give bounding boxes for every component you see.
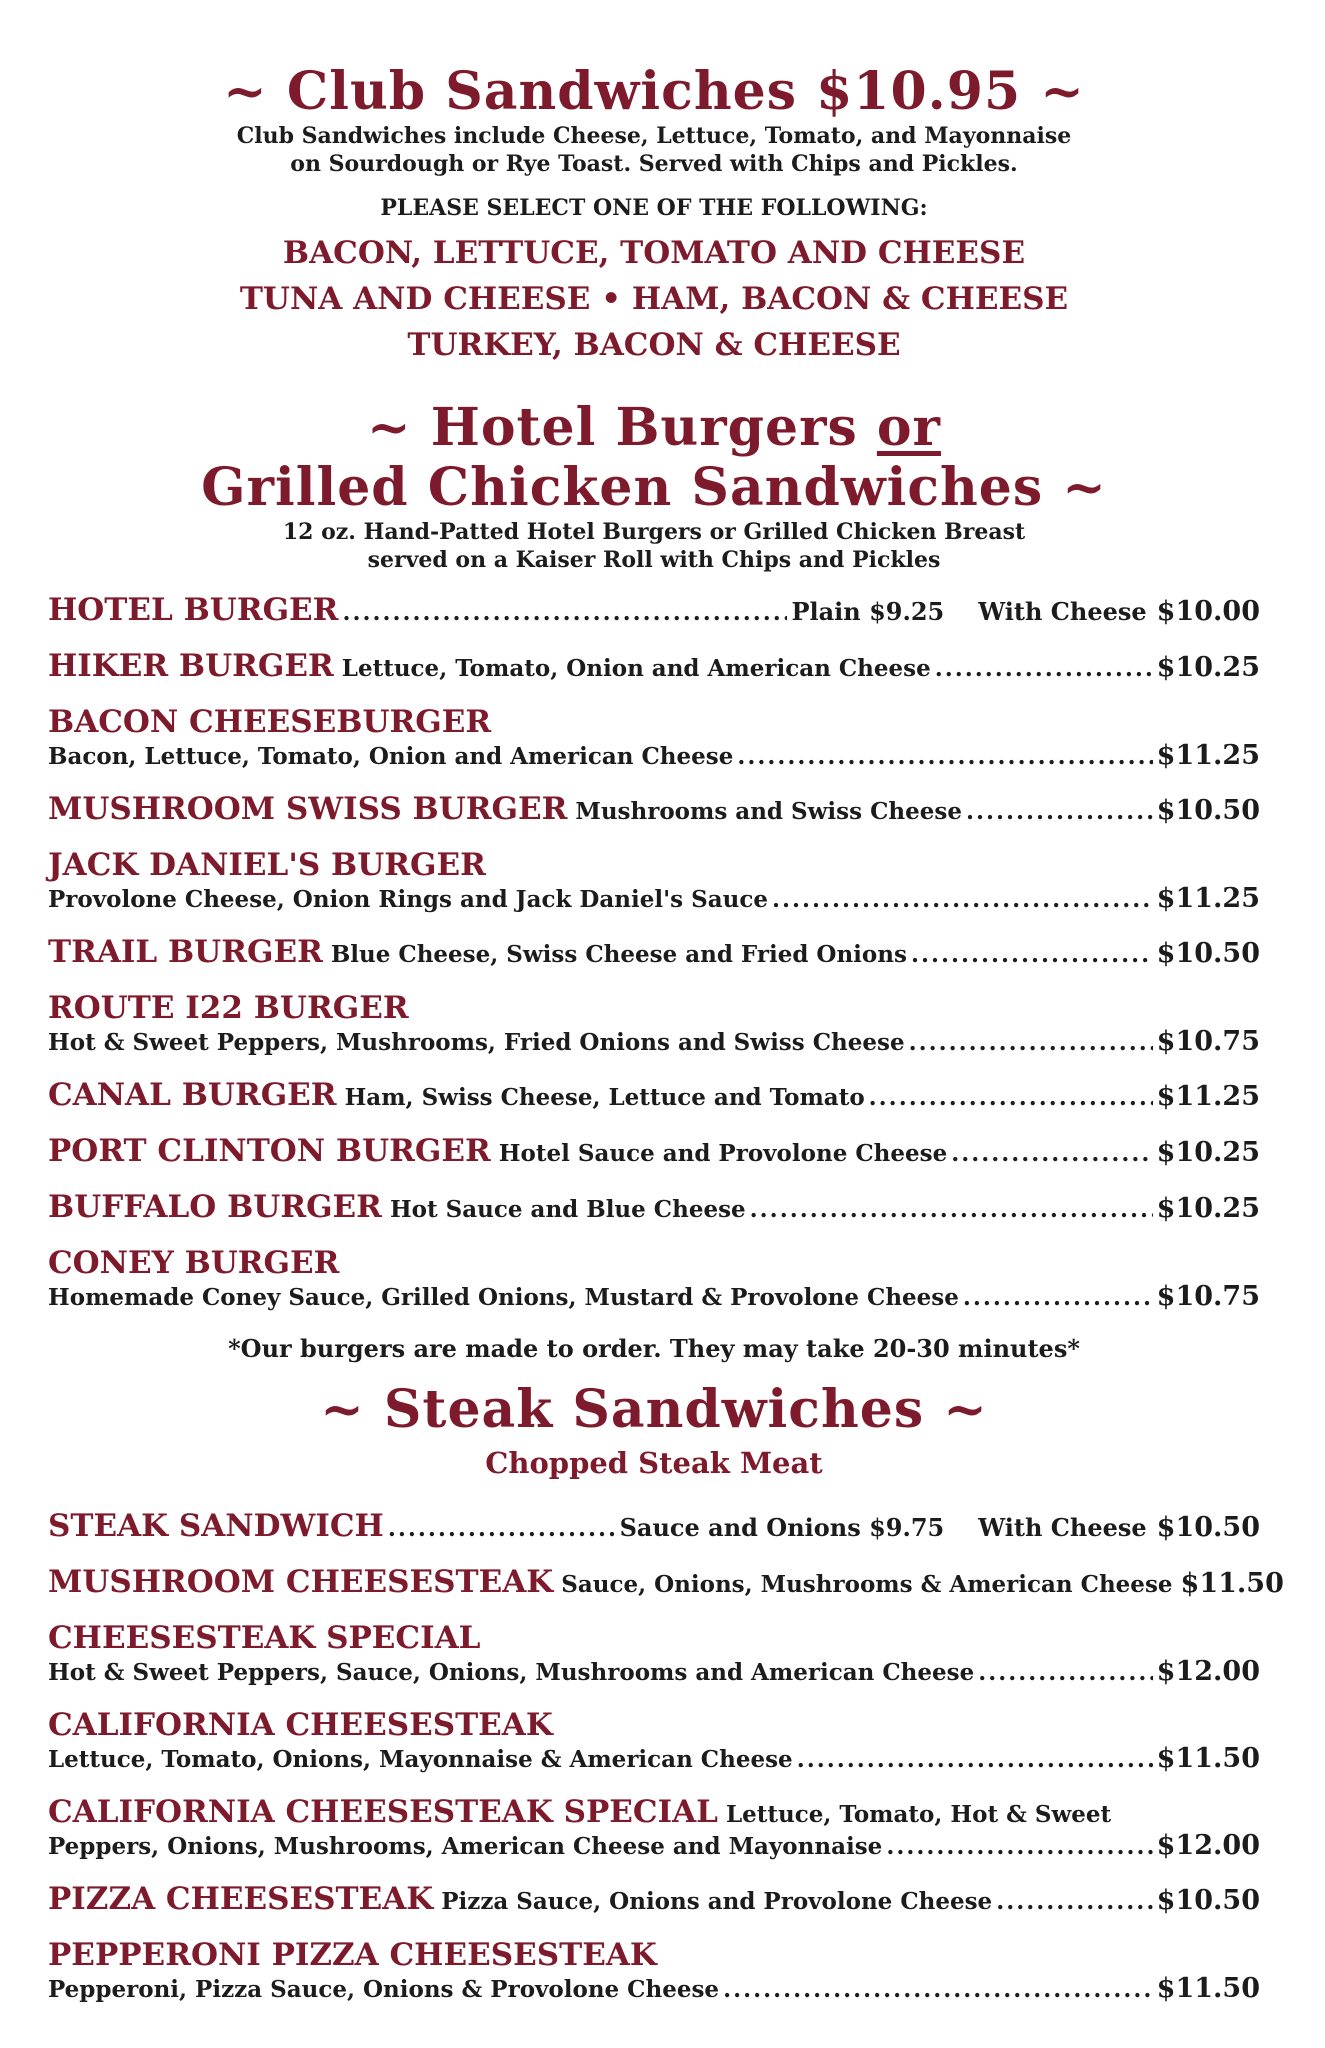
item-name: MUSHROOM CHEESESTEAK — [48, 1564, 554, 1600]
item-price-plain: Plain $9.25 — [791, 597, 945, 626]
menu-item — [48, 1937, 1260, 2004]
item-cheese-label: With Cheese — [978, 597, 1147, 626]
item-price: $11.25 — [1156, 1081, 1260, 1112]
item-desc: Homemade Coney Sauce, Grilled Onions, Mustard & Provolone Cheese — [48, 1284, 959, 1311]
burgers-title-line-2: Grilled Chicken Sandwiches ~ — [201, 457, 1107, 518]
item-name: ROUTE I22 BURGER — [48, 990, 409, 1026]
burgers-title-or: or — [876, 397, 941, 458]
item-price: $11.50 — [1156, 1743, 1260, 1774]
item-name: CHEESESTEAK SPECIAL — [48, 1620, 481, 1656]
leader-dots — [869, 1084, 1153, 1111]
item-desc: Provolone Cheese, Onion Rings and Jack Daniel's Sauce — [48, 886, 768, 913]
burgers-section — [48, 398, 1260, 1363]
leader-dots — [911, 941, 1153, 968]
leader-dots — [750, 1196, 1153, 1223]
leader-dots — [772, 886, 1153, 913]
item-price: $10.50 — [1156, 1512, 1260, 1543]
menu-item-hotel-burger — [48, 592, 1260, 628]
menu-item — [48, 1245, 1260, 1312]
club-desc-2: on Sourdough or Rye Toast. Served with Chips and Pickles. — [290, 151, 1018, 177]
menu-item — [48, 1620, 1260, 1687]
item-price: $10.50 — [1156, 938, 1260, 969]
item-name: PEPPERONI PIZZA CHEESESTEAK — [48, 1937, 657, 1973]
menu-item — [48, 791, 1260, 827]
menu-item — [48, 934, 1260, 970]
steak-list — [48, 1508, 1284, 2004]
leader-dots — [935, 655, 1153, 682]
item-name: BUFFALO BURGER — [48, 1189, 382, 1225]
menu-item — [48, 1881, 1260, 1917]
leader-dots — [996, 1888, 1152, 1915]
menu-item — [48, 1707, 1260, 1774]
item-desc: Blue Cheese, Swiss Cheese and Fried Onions — [330, 941, 907, 968]
item-price: $10.75 — [1156, 1281, 1260, 1312]
menu-item — [48, 1189, 1260, 1225]
club-option: TUNA AND CHEESE • HAM, BACON & CHEESE — [239, 281, 1069, 317]
item-price: $10.75 — [1156, 1026, 1260, 1057]
leader-dots — [963, 1284, 1153, 1311]
leader-dots — [797, 1746, 1153, 1773]
menu-item — [48, 847, 1260, 914]
item-price: $11.50 — [1180, 1568, 1284, 1599]
item-name: HIKER BURGER — [48, 648, 334, 684]
item-price: $10.50 — [1156, 1885, 1260, 1916]
leader-dots — [342, 599, 787, 626]
menu-item — [48, 1564, 1284, 1600]
burgers-title-text: ~ Hotel Burgers — [367, 397, 877, 458]
item-desc: Bacon, Lettuce, Tomato, Onion and American Cheese — [48, 743, 734, 770]
club-desc-1: Club Sandwiches include Cheese, Lettuce, Tomato, and Mayonnaise — [236, 123, 1072, 149]
menu-page — [48, 0, 1284, 2048]
burgers-note: *Our burgers are made to order. They may take 20-30 minutes* — [228, 1334, 1080, 1363]
item-desc: Hot & Sweet Peppers, Sauce, Onions, Mushrooms and American Cheese — [48, 1659, 975, 1686]
item-desc-continued: Peppers, Onions, Mushrooms, American Cheese and Mayonnaise — [48, 1833, 883, 1860]
item-name: CALIFORNIA CHEESESTEAK SPECIAL — [48, 1794, 718, 1830]
club-option: TURKEY, BACON & CHEESE — [407, 327, 901, 363]
leader-dots — [388, 1515, 616, 1542]
item-price: $10.25 — [1156, 1137, 1260, 1168]
item-price: $12.00 — [1156, 1830, 1260, 1861]
item-desc: Pizza Sauce, Onions and Provolone Cheese — [441, 1888, 993, 1915]
menu-item — [48, 1077, 1260, 1113]
burgers-desc-2: served on a Kaiser Roll with Chips and Pickles — [367, 547, 941, 573]
leader-dots — [951, 1140, 1152, 1167]
item-cheese-label: With Cheese — [978, 1513, 1147, 1542]
item-name: PIZZA CHEESESTEAK — [48, 1881, 434, 1917]
item-name: TRAIL BURGER — [48, 934, 323, 970]
item-desc: Sauce, Onions, Mushrooms & American Cheese — [561, 1571, 1173, 1598]
club-select-heading: PLEASE SELECT ONE OF THE FOLLOWING: — [380, 195, 928, 221]
item-price: $12.00 — [1156, 1656, 1260, 1687]
item-desc: Hotel Sauce and Provolone Cheese — [498, 1140, 948, 1167]
item-price: $10.25 — [1156, 652, 1260, 683]
menu-item — [48, 1794, 1260, 1861]
item-price: $11.25 — [1156, 740, 1260, 771]
item-name: CALIFORNIA CHEESESTEAK — [48, 1707, 553, 1743]
item-price-plain: Sauce and Onions $9.75 — [619, 1513, 945, 1542]
menu-item — [48, 1133, 1260, 1169]
menu-item-steak-sandwich — [48, 1508, 1260, 1544]
item-desc: Lettuce, Tomato, Onion and American Cheese — [341, 655, 931, 682]
item-name: PORT CLINTON BURGER — [48, 1133, 491, 1169]
steak-subtitle: Chopped Steak Meat — [485, 1446, 823, 1480]
item-desc: Hot Sauce and Blue Cheese — [389, 1196, 746, 1223]
item-name: BACON CHEESEBURGER — [48, 704, 492, 740]
item-price: $11.50 — [1156, 1973, 1260, 2004]
leader-dots — [886, 1833, 1152, 1860]
leader-dots — [723, 1976, 1153, 2003]
leader-dots — [909, 1029, 1153, 1056]
steak-title: ~ Steak Sandwiches ~ — [320, 1379, 988, 1440]
steak-section — [48, 1379, 1284, 2004]
burger-list — [48, 592, 1260, 1312]
item-desc: Ham, Swiss Cheese, Lettuce and Tomato — [344, 1084, 865, 1111]
item-name: JACK DANIEL'S BURGER — [48, 847, 486, 883]
item-desc: Pepperoni, Pizza Sauce, Onions & Provolone Cheese — [48, 1976, 720, 2003]
item-name: HOTEL BURGER — [48, 592, 339, 628]
item-desc: Lettuce, Tomato, Onions, Mayonnaise & American Cheese — [48, 1746, 793, 1773]
club-section — [48, 62, 1260, 368]
item-name: MUSHROOM SWISS BURGER — [48, 791, 568, 827]
menu-item — [48, 648, 1260, 684]
item-desc: Hot & Sweet Peppers, Mushrooms, Fried Onions and Swiss Cheese — [48, 1029, 905, 1056]
item-price: $10.00 — [1156, 596, 1260, 627]
menu-item — [48, 704, 1260, 771]
item-desc: Lettuce, Tomato, Hot & Sweet — [725, 1801, 1112, 1828]
item-desc: Mushrooms and Swiss Cheese — [575, 798, 962, 825]
item-name: CANAL BURGER — [48, 1077, 337, 1113]
club-title: ~ Club Sandwiches $10.95 ~ — [223, 61, 1085, 122]
burgers-title-line-1 — [48, 398, 1260, 458]
club-option: BACON, LETTUCE, TOMATO AND CHEESE — [282, 235, 1026, 271]
leader-dots — [978, 1659, 1152, 1686]
leader-dots — [966, 798, 1153, 825]
burgers-desc-1: 12 oz. Hand-Patted Hotel Burgers or Grilled Chicken Breast — [282, 519, 1026, 545]
item-price: $10.25 — [1156, 1193, 1260, 1224]
menu-item — [48, 990, 1260, 1057]
item-name: STEAK SANDWICH — [48, 1508, 384, 1544]
leader-dots — [737, 743, 1152, 770]
item-price: $11.25 — [1156, 883, 1260, 914]
item-name: CONEY BURGER — [48, 1245, 340, 1281]
item-price: $10.50 — [1156, 795, 1260, 826]
